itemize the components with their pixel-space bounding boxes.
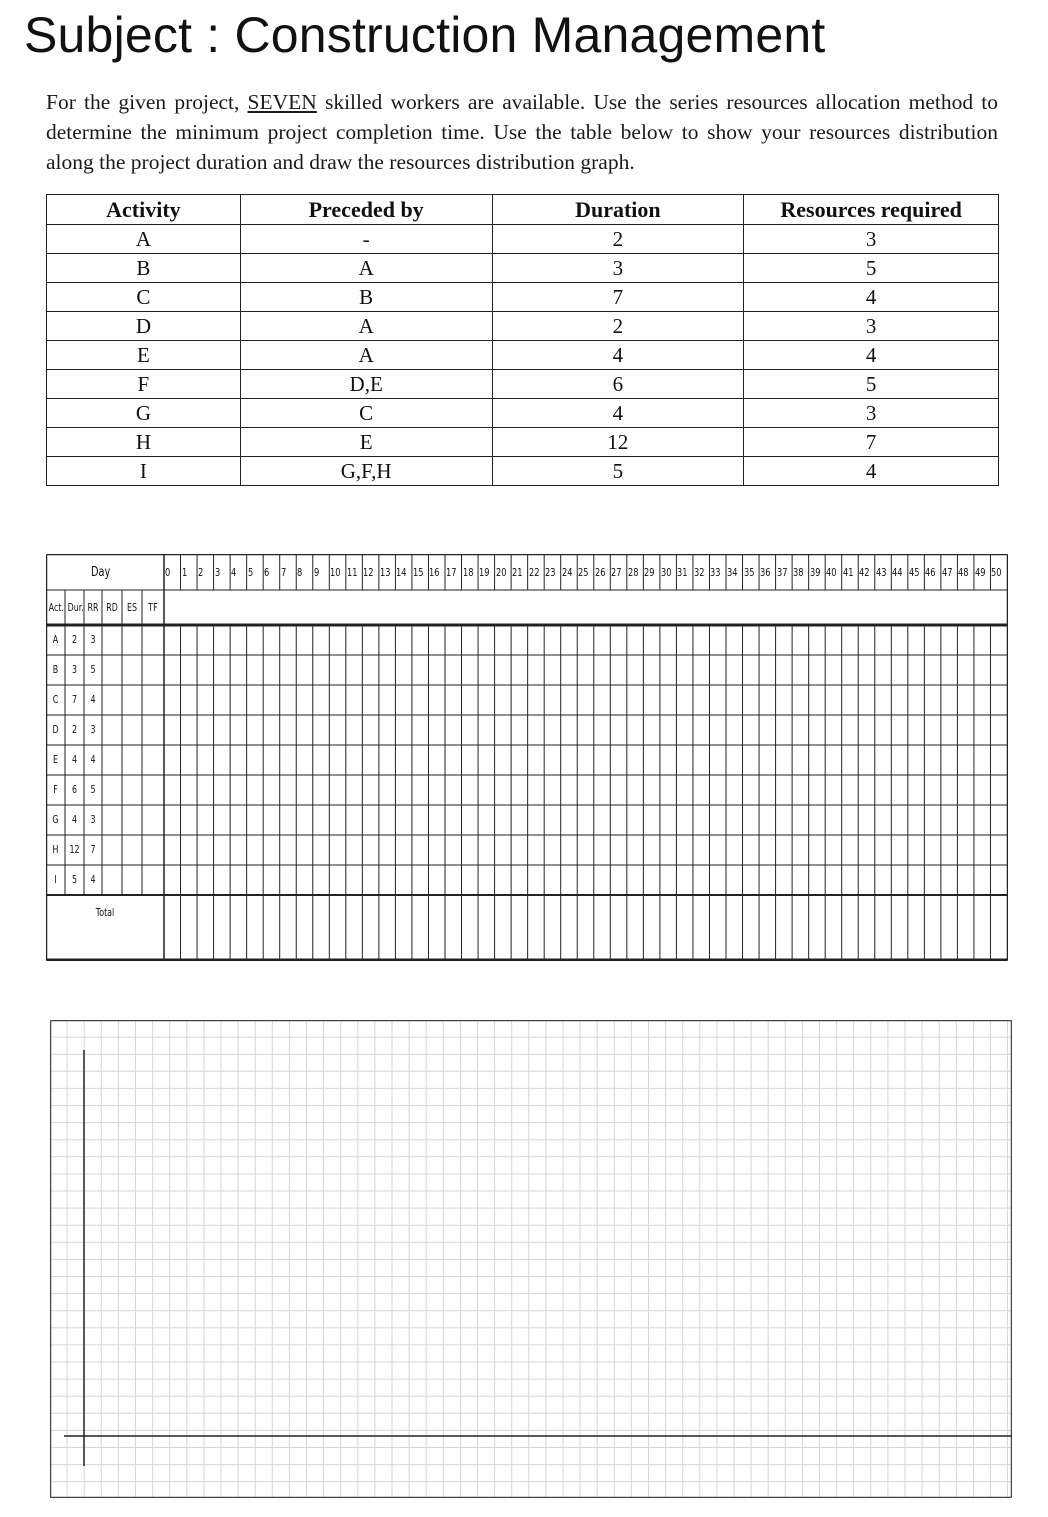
schedule-cell: E xyxy=(52,753,58,766)
preceded-by: A xyxy=(240,341,492,370)
activity-id: H xyxy=(47,428,241,457)
total-label: Total xyxy=(95,906,115,919)
day-number: 29 xyxy=(644,566,655,579)
day-number: 38 xyxy=(793,566,804,579)
duration: 12 xyxy=(492,428,744,457)
day-number: 23 xyxy=(545,566,556,579)
day-number: 21 xyxy=(512,566,523,579)
day-number: 32 xyxy=(693,566,705,579)
day-number: 40 xyxy=(826,566,837,579)
day-number: 26 xyxy=(594,566,606,579)
duration: 7 xyxy=(492,283,744,312)
day-number: 42 xyxy=(859,566,870,579)
resources-required: 4 xyxy=(744,341,999,370)
day-number: 25 xyxy=(578,566,589,579)
day-number: 18 xyxy=(462,566,474,579)
schedule-grid xyxy=(46,554,1008,961)
duration: 3 xyxy=(492,254,744,283)
duration: 4 xyxy=(492,399,744,428)
day-number: 28 xyxy=(627,566,639,579)
day-number: 48 xyxy=(958,566,969,579)
schedule-cell: 7 xyxy=(90,843,96,856)
activity-id: F xyxy=(47,370,241,399)
preceded-by: B xyxy=(240,283,492,312)
column-header: RR xyxy=(87,601,99,614)
schedule-cell: 5 xyxy=(71,873,78,886)
day-number: 24 xyxy=(561,566,573,579)
duration: 2 xyxy=(492,225,744,254)
activity-id: E xyxy=(47,341,241,370)
schedule-cell: 4 xyxy=(90,753,96,766)
schedule-cell: 7 xyxy=(71,693,78,706)
problem-statement xyxy=(46,87,998,177)
schedule-cell: D xyxy=(52,723,59,736)
resources-required: 4 xyxy=(744,457,999,486)
header-resources: Resources required xyxy=(744,195,999,225)
duration: 2 xyxy=(492,312,744,341)
day-number: 9 xyxy=(313,566,319,579)
day-number: 3 xyxy=(214,566,220,579)
header-preceded-by: Preceded by xyxy=(240,195,492,225)
day-number: 30 xyxy=(660,566,672,579)
day-number: 27 xyxy=(611,566,622,579)
resources-required: 3 xyxy=(744,312,999,341)
column-header: TF xyxy=(148,601,158,614)
duration: 4 xyxy=(492,341,744,370)
duration: 5 xyxy=(492,457,744,486)
activity-id: B xyxy=(47,254,241,283)
day-number: 13 xyxy=(379,566,391,579)
graph-paper-grid xyxy=(50,1020,1012,1498)
day-number: 17 xyxy=(446,566,457,579)
schedule-cell: H xyxy=(52,843,59,856)
schedule-cell: F xyxy=(53,783,58,796)
resources-required: 5 xyxy=(744,254,999,283)
day-number: 46 xyxy=(925,566,936,579)
header-activity: Activity xyxy=(47,195,241,225)
activity-row xyxy=(47,428,999,457)
day-number: 20 xyxy=(495,566,507,579)
schedule-cell: 12 xyxy=(69,843,80,856)
activity-row xyxy=(47,254,999,283)
schedule-cell: 3 xyxy=(71,663,78,676)
activity-row xyxy=(47,457,999,486)
preceded-by: - xyxy=(240,225,492,254)
day-number: 0 xyxy=(165,566,171,579)
column-header: Dur. xyxy=(67,601,84,614)
day-number: 35 xyxy=(743,566,755,579)
preceded-by: C xyxy=(240,399,492,428)
activity-table-header xyxy=(47,195,999,225)
day-number: 11 xyxy=(346,566,358,579)
preceded-by: D,E xyxy=(240,370,492,399)
activity-row xyxy=(47,283,999,312)
day-number: 8 xyxy=(297,566,303,579)
schedule-cell: G xyxy=(52,813,59,826)
day-number: 6 xyxy=(264,566,270,579)
day-number: 36 xyxy=(760,566,771,579)
duration: 6 xyxy=(492,370,744,399)
day-number: 4 xyxy=(231,566,237,579)
day-number: 7 xyxy=(280,566,286,579)
problem-text-after: skilled workers are available. Use the series resources allocation method to determine the minimum project completion time. Use the table below to show your resources distribution along the project duration and draw the resources distribution graph. xyxy=(46,90,999,174)
day-number: 39 xyxy=(809,566,821,579)
resources-required: 7 xyxy=(744,428,999,457)
schedule-cell: C xyxy=(52,693,59,706)
day-number: 16 xyxy=(429,566,440,579)
column-header: ES xyxy=(126,601,138,614)
activity-id: I xyxy=(47,457,241,486)
day-number: 33 xyxy=(710,566,721,579)
graph-paper xyxy=(50,1020,1012,1498)
schedule-cell: 4 xyxy=(71,753,78,766)
schedule-cell: B xyxy=(52,663,59,676)
preceded-by: E xyxy=(240,428,492,457)
header-duration: Duration xyxy=(492,195,744,225)
day-number: 1 xyxy=(181,566,187,579)
schedule-cell: 4 xyxy=(90,693,96,706)
day-number: 47 xyxy=(941,566,953,579)
column-header: Act. xyxy=(48,601,64,614)
activity-table xyxy=(46,194,999,486)
activity-row xyxy=(47,341,999,370)
schedule-cell: 5 xyxy=(90,663,96,676)
resources-required: 3 xyxy=(744,225,999,254)
schedule-cell: 6 xyxy=(71,783,78,796)
day-number: 14 xyxy=(396,566,407,579)
day-number: 43 xyxy=(875,566,887,579)
day-number: 31 xyxy=(677,566,688,579)
subject-title: Subject : Construction Management xyxy=(24,7,826,63)
activity-row xyxy=(47,370,999,399)
day-number: 12 xyxy=(363,566,374,579)
activity-row xyxy=(47,312,999,341)
day-number: 15 xyxy=(412,566,424,579)
day-number: 41 xyxy=(842,566,854,579)
resource-schedule xyxy=(46,554,1008,961)
activity-id: C xyxy=(47,283,241,312)
day-number: 45 xyxy=(908,566,920,579)
day-number: 34 xyxy=(727,566,738,579)
preceded-by: G,F,H xyxy=(240,457,492,486)
schedule-cell: 2 xyxy=(71,633,78,646)
schedule-cell: 4 xyxy=(71,813,78,826)
activity-id: G xyxy=(47,399,241,428)
activity-row xyxy=(47,225,999,254)
preceded-by: A xyxy=(240,254,492,283)
day-number: 2 xyxy=(198,566,204,579)
day-number: 10 xyxy=(330,566,341,579)
problem-text-before: For the given project, xyxy=(46,90,248,114)
resources-required: 3 xyxy=(744,399,999,428)
schedule-cell: 3 xyxy=(90,633,96,646)
activity-row xyxy=(47,399,999,428)
schedule-cell: 3 xyxy=(90,813,96,826)
schedule-cell: I xyxy=(54,873,57,886)
day-number: 50 xyxy=(991,566,1002,579)
schedule-cell: A xyxy=(52,633,59,646)
preceded-by: A xyxy=(240,312,492,341)
activity-id: D xyxy=(47,312,241,341)
schedule-cell: 3 xyxy=(90,723,96,736)
schedule-cell: 5 xyxy=(90,783,96,796)
problem-emphasis: SEVEN xyxy=(247,90,317,114)
day-number: 49 xyxy=(974,566,986,579)
activity-id: A xyxy=(47,225,241,254)
day-label: Day xyxy=(91,565,111,580)
resources-required: 4 xyxy=(744,283,999,312)
day-number: 22 xyxy=(528,566,540,579)
day-number: 37 xyxy=(776,566,788,579)
activity-table-body xyxy=(47,225,999,486)
day-number: 5 xyxy=(247,566,253,579)
column-header: RD xyxy=(106,601,118,614)
schedule-cell: 2 xyxy=(71,723,78,736)
resources-required: 5 xyxy=(744,370,999,399)
day-number: 44 xyxy=(892,566,903,579)
schedule-cell: 4 xyxy=(90,873,96,886)
day-number: 19 xyxy=(479,566,490,579)
